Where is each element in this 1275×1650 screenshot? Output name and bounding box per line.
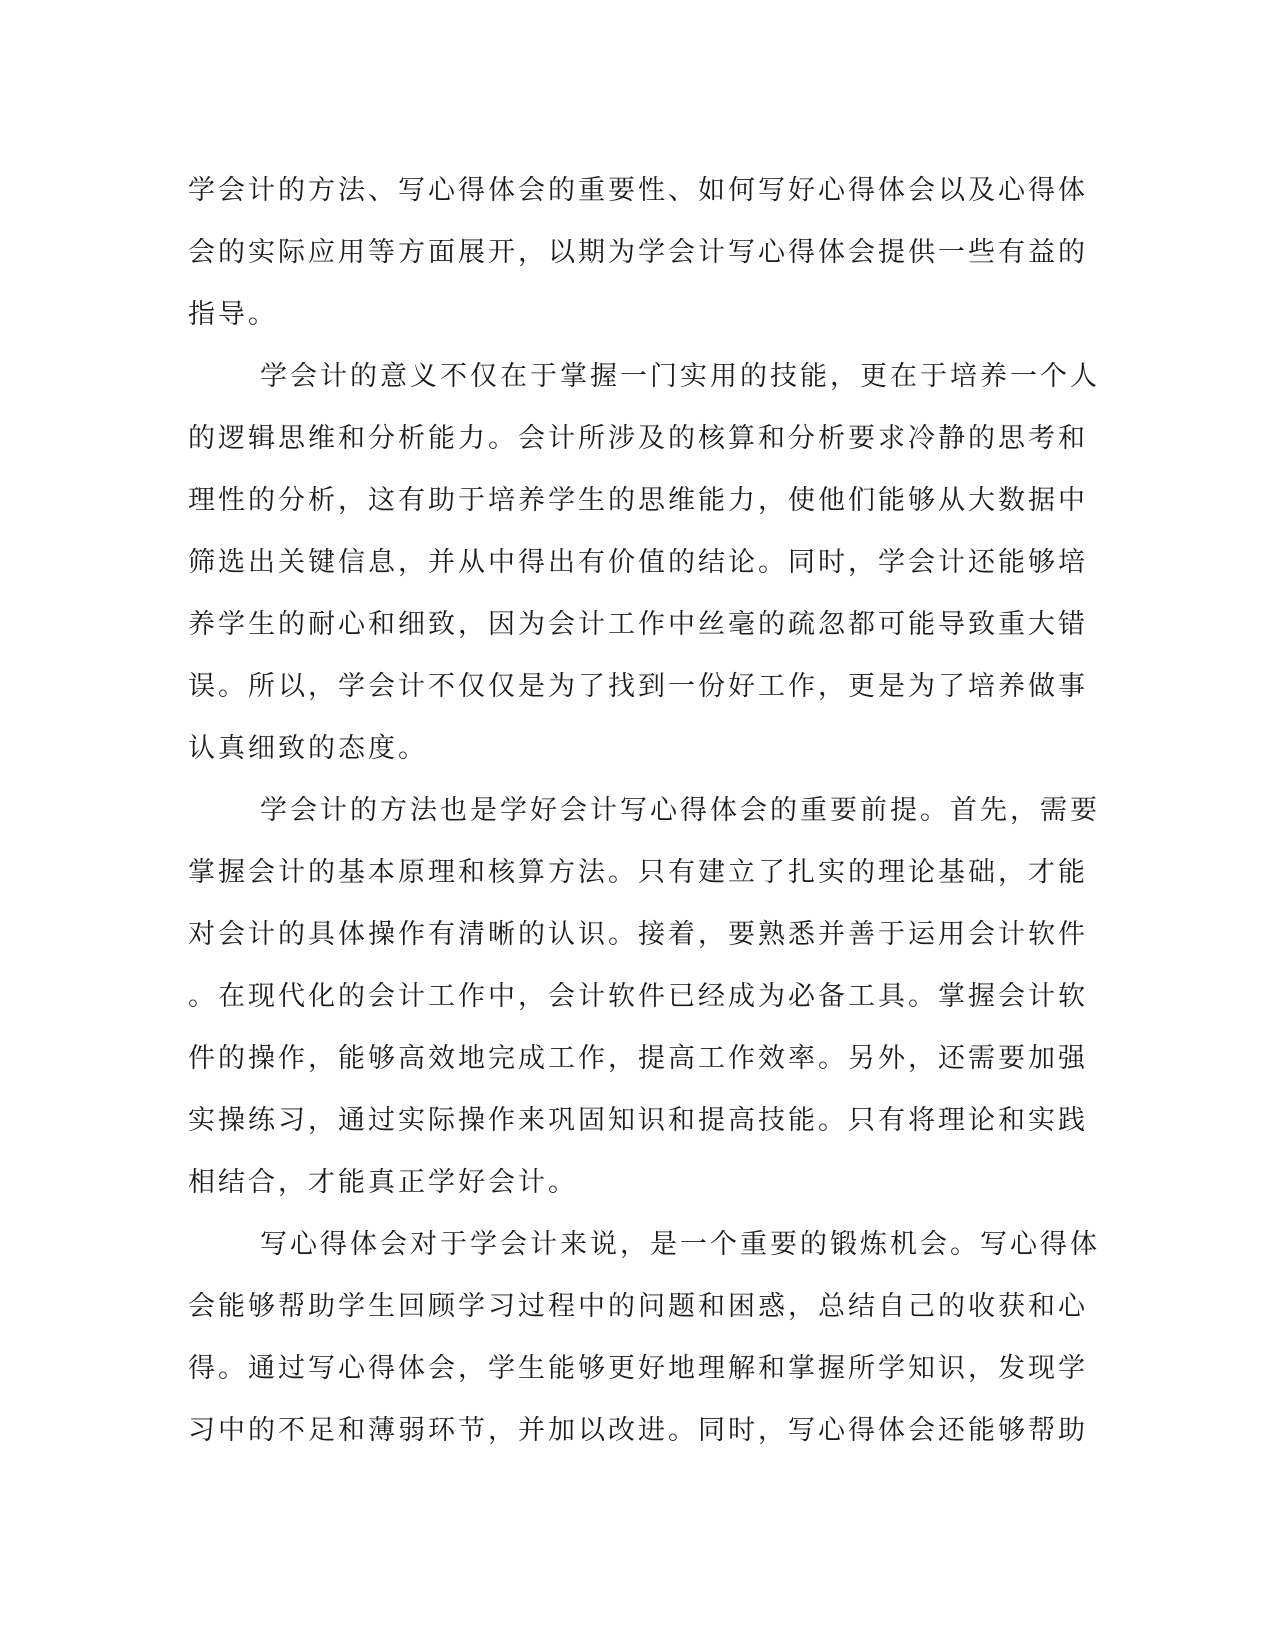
text-line: 相结合，才能真正学好会计。 [188,1167,578,1198]
text-line: 习中的不足和薄弱环节，并加以改进。同时，写心得体会还能够帮助 [188,1415,1088,1446]
text-line: 学会计的方法、写心得体会的重要性、如何写好心得体会以及心得体 [188,175,1088,206]
text-line: 学会计的意义不仅在于掌握一门实用的技能，更在于培养一个人 [260,361,1100,392]
text-line: 学会计的方法也是学好会计写心得体会的重要前提。首先，需要 [260,795,1100,826]
text-line: 认真细致的态度。 [188,733,428,764]
text-line: 件的操作，能够高效地完成工作，提高工作效率。另外，还需要加强 [188,1043,1088,1074]
text-line: 得。通过写心得体会，学生能够更好地理解和掌握所学知识，发现学 [188,1353,1088,1384]
text-line: 。在现代化的会计工作中，会计软件已经成为必备工具。掌握会计软 [188,981,1088,1012]
text-line: 会能够帮助学生回顾学习过程中的问题和困惑，总结自己的收获和心 [188,1291,1088,1322]
text-line: 误。所以，学会计不仅仅是为了找到一份好工作，更是为了培养做事 [188,671,1088,702]
text-line: 对会计的具体操作有清晰的认识。接着，要熟悉并善于运用会计软件 [188,919,1088,950]
body-text [188,160,1100,1462]
text-line: 掌握会计的基本原理和核算方法。只有建立了扎实的理论基础，才能 [188,857,1088,888]
text-line: 养学生的耐心和细致，因为会计工作中丝毫的疏忽都可能导致重大错 [188,609,1088,640]
text-line: 写心得体会对于学会计来说，是一个重要的锻炼机会。写心得体 [260,1229,1100,1260]
text-line: 理性的分析，这有助于培养学生的思维能力，使他们能够从大数据中 [188,485,1088,516]
text-line: 的逻辑思维和分析能力。会计所涉及的核算和分析要求冷静的思考和 [188,423,1088,454]
text-line: 会的实际应用等方面展开，以期为学会计写心得体会提供一些有益的 [188,237,1088,268]
text-line: 实操练习，通过实际操作来巩固知识和提高技能。只有将理论和实践 [188,1105,1088,1136]
text-line: 指导。 [188,299,278,330]
text-line: 筛选出关键信息，并从中得出有价值的结论。同时，学会计还能够培 [188,547,1088,578]
